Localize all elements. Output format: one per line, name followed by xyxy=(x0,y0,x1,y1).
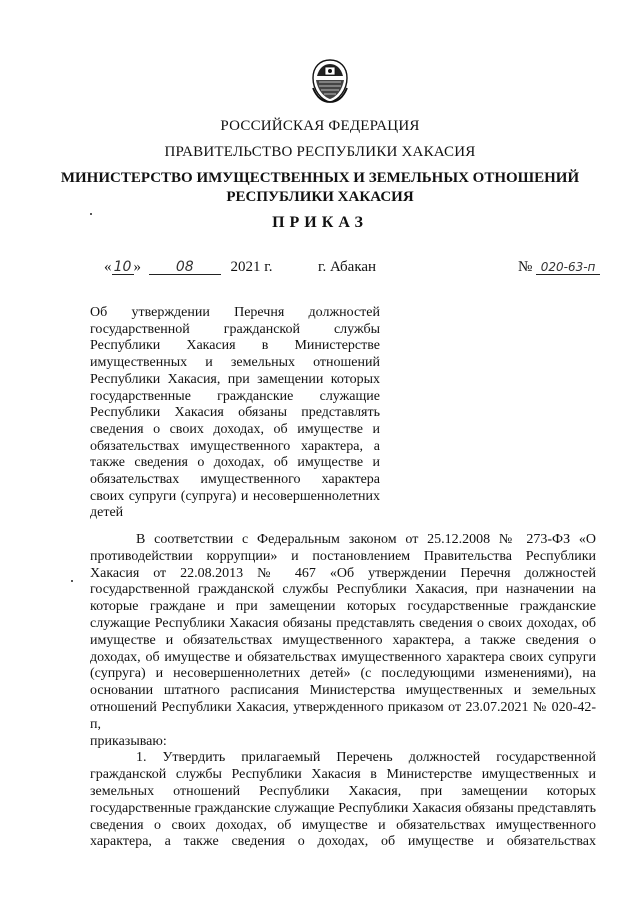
date-field xyxy=(104,259,272,276)
date-year: 2021 г. xyxy=(230,259,273,275)
ministry-title-line2: РЕСПУБЛИКИ ХАКАСИЯ xyxy=(226,189,414,205)
document-type-title: ПРИКАЗ xyxy=(272,214,368,231)
preamble-paragraph: В соответствии с Федеральным законом от 25.12.2008 № 273-ФЗ «О противодействии коррупции» и постановлением Правительства Республики Хакасия от 22.08.2013 № 467 «Об утверждении Перечня должностей государственной гражданской службы Республики Хакасия, при назначении на которые граждане и при замещении которых государственные гражданские служащие Республики Хакасия обязаны представлять сведения о своих доходах, об имуществе и обязательствах имущественного характера, а также сведения о доходах, об имуществе и обязательствах имущественного характера своих супруги (супруга) и несовершеннолетних детей» (с последующими изменениями), на основании штатного расписания Министерства имущественных и земельных отношений Республики Хакасия, утвержденного приказом от 23.07.2021 № 020-42-п, xyxy=(90,532,596,732)
coat-of-arms-emblem xyxy=(309,58,351,104)
order-number-value: 020-63-п xyxy=(536,260,600,275)
scan-speck xyxy=(71,580,73,582)
country-title: РОССИЙСКАЯ ФЕДЕРАЦИЯ xyxy=(220,118,420,134)
order-word: приказываю: xyxy=(90,733,167,749)
date-close-quote: » xyxy=(133,259,141,275)
date-month: 08 xyxy=(149,260,221,275)
ministry-title xyxy=(0,169,640,207)
order-body xyxy=(90,532,596,851)
date-open-quote: « xyxy=(104,259,112,275)
city-name: г. Абакан xyxy=(318,259,377,275)
clause-1-paragraph: 1. Утвердить прилагаемый Перечень должностей государственной гражданской службы Республики Хакасия в Министерстве имущественных и земельных отношений Республики Хакасия, при замещении которых государственные гражданские служащие Республики Хакасия обязаны представлять сведения о своих доходах, об имуществе и обязательствах имущественного характера, а также сведения о доходах, об имуществе и обязательствах xyxy=(90,750,596,850)
scan-speck xyxy=(90,213,92,215)
date-day: 10 xyxy=(112,260,134,275)
order-number-field xyxy=(518,259,600,276)
order-number-label: № xyxy=(518,259,533,275)
order-subject: Об утверждении Перечня должностей государственной гражданской службы Республики Хакасия в Министерстве имущественных и земельных отношений Республики Хакасия, при замещении которых государственные гражданские служащие Республики Хакасия обязаны представлять сведения о своих доходах, об имуществе и обязательствах имущественного характера, а также сведения о доходах, об имуществе и обязательствах имущественного характера своих супруги (супруга) и несовершеннолетних детей xyxy=(90,305,380,521)
government-title: ПРАВИТЕЛЬСТВО РЕСПУБЛИКИ ХАКАСИЯ xyxy=(164,144,476,160)
ministry-title-line1: МИНИСТЕРСТВО ИМУЩЕСТВЕННЫХ И ЗЕМЕЛЬНЫХ ОТНОШЕНИЙ xyxy=(60,170,580,186)
